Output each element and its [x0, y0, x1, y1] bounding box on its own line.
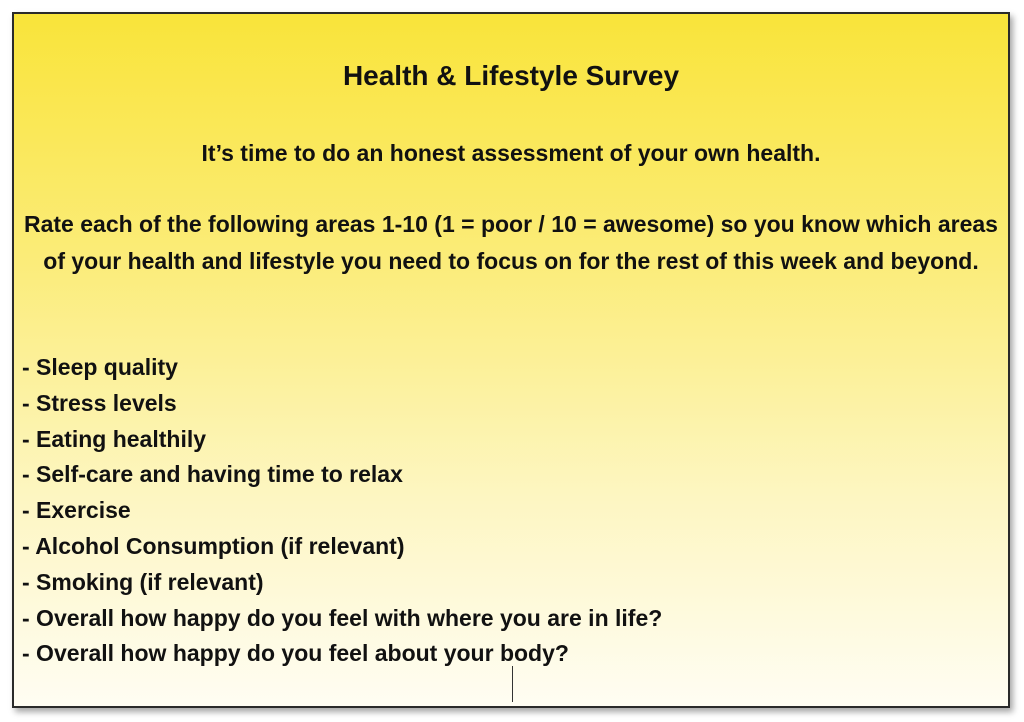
list-item-happy-body: - Overall how happy do you feel about your body?	[22, 640, 569, 667]
survey-slide	[12, 12, 1010, 708]
survey-title: Health & Lifestyle Survey	[342, 60, 680, 91]
text-cursor	[512, 666, 513, 702]
list-item-eating-healthily: - Eating healthily	[22, 425, 207, 452]
list-item-smoking: - Smoking (if relevant)	[22, 568, 264, 595]
list-item-happy-life: - Overall how happy do you feel with where you are in life?	[22, 604, 663, 631]
list-item-sleep-quality: - Sleep quality	[22, 354, 178, 380]
list-item-exercise: - Exercise	[22, 497, 131, 524]
instructions-text: Rate each of the following areas 1-10 (1 = poor / 10 = awesome) so you know which areas of your health and lifestyle you need to focus on for the rest of this week and beyond.	[24, 211, 998, 274]
list-item-self-care: - Self-care and having time to relax	[22, 461, 403, 488]
intro-text: It’s time to do an honest assessment of your own health.	[201, 140, 821, 166]
list-item-alcohol: - Alcohol Consumption (if relevant)	[22, 532, 405, 559]
rating-areas-list	[22, 350, 662, 672]
list-item-stress-levels: - Stress levels	[22, 389, 177, 416]
